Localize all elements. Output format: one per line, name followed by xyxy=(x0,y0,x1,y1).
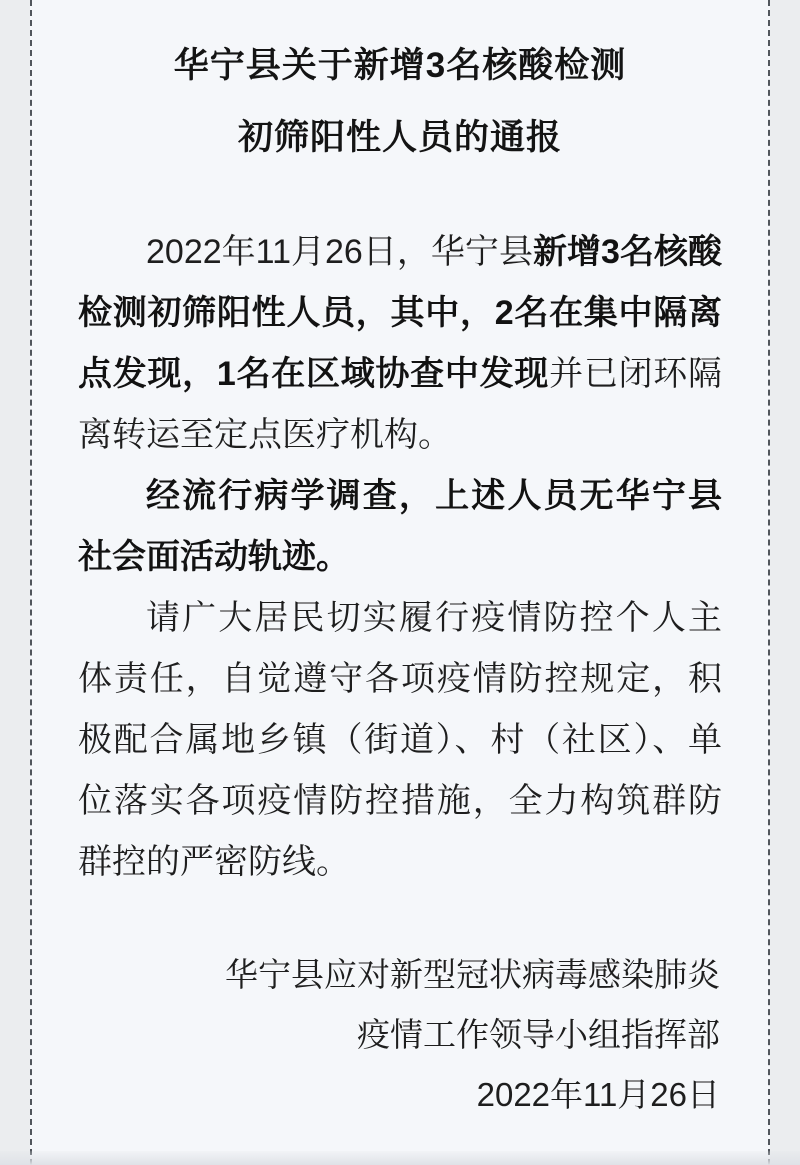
paragraph-1-bold-middle: 新增3名核酸检测初筛阳性人员，其中，2名在集中隔离点发现，1名在区域协查中发现 xyxy=(78,233,722,393)
paragraph-2: 经流行病学调查，上述人员无华宁县社会面活动轨迹。 xyxy=(78,477,722,576)
paragraph-1-regular-start: 2022年11月26日，华宁县 xyxy=(146,233,533,271)
signature-date: 2022年11月26日 xyxy=(476,1076,720,1113)
notice-content xyxy=(32,0,768,1125)
signature-block xyxy=(78,945,722,1125)
signature-org-line-1: 华宁县应对新型冠状病毒感染肺炎 xyxy=(225,956,720,993)
paragraph-1 xyxy=(78,222,722,466)
notice-body xyxy=(78,222,722,893)
notice-title xyxy=(78,30,722,174)
notice-sheet xyxy=(30,0,770,1165)
signature-org-line-2: 疫情工作领导小组指挥部 xyxy=(357,1016,720,1053)
notice-title-line-1: 华宁县关于新增3名核酸检测 xyxy=(173,46,627,85)
paragraph-3: 请广大居民切实履行疫情防控个人主体责任，自觉遵守各项疫情防控规定，积极配合属地乡镇（街道）、村（社区）、单位落实各项疫情防控措施，全力构筑群防群控的严密防线。 xyxy=(78,599,722,881)
paragraph-1-regular-end: 并已闭环隔离转运至定点医疗机构。 xyxy=(78,355,722,454)
notice-title-line-2: 初筛阳性人员的通报 xyxy=(237,118,562,157)
